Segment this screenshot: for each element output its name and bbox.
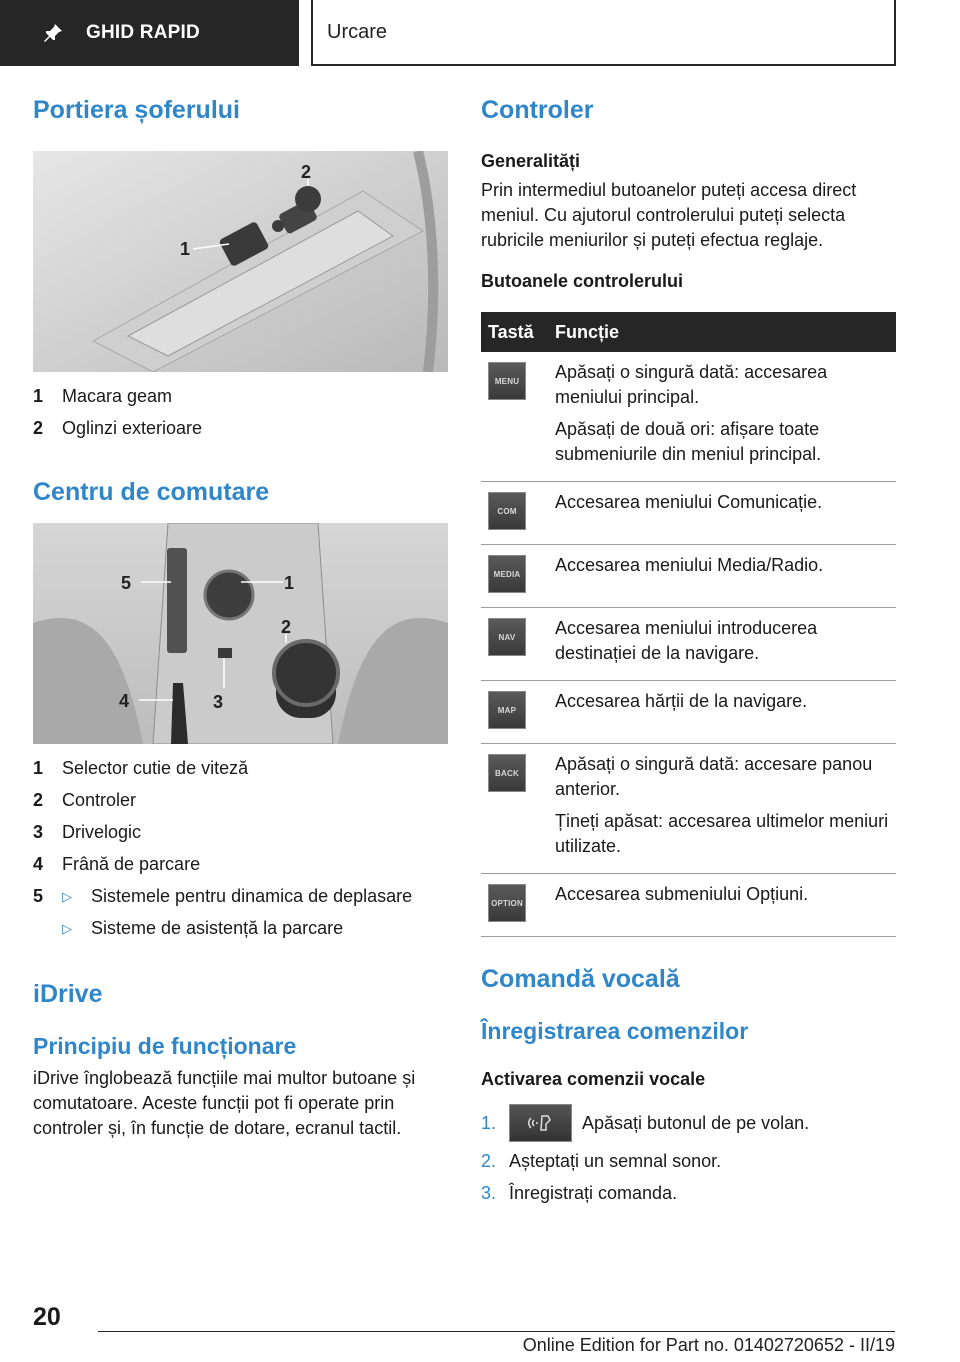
table-row: OPTION Accesarea submeniului Opțiuni. <box>481 874 896 937</box>
column-header-function: Funcție <box>548 312 896 352</box>
footer-divider <box>98 1331 895 1332</box>
list-item: 4 Frână de parcare <box>33 854 201 874</box>
svg-text:1: 1 <box>180 239 191 259</box>
table-header-row <box>481 312 896 352</box>
svg-text:2: 2 <box>301 162 312 182</box>
com-key-icon: COM <box>488 492 526 530</box>
left-column <box>33 96 448 1141</box>
controller-title: Controler <box>481 96 594 124</box>
table-row: MAP Accesarea hărții de la navigare. <box>481 681 896 744</box>
list-item: 2. Așteptați un semnal sonor. <box>481 1151 722 1171</box>
list-item: 1 Macara geam <box>33 386 173 406</box>
general-heading: Generalități <box>481 151 581 171</box>
nav-key-icon: NAV <box>488 618 526 656</box>
table-row: NAV Accesarea meniului introducerea destinației de la navigare. <box>481 608 896 681</box>
list-item: 2 Oglinzi exterioare <box>33 418 203 438</box>
controller-buttons-table <box>481 312 896 937</box>
general-text: Prin intermediul butoanelor puteți accesa direct meniul. Cu ajutorul controlerului puteți selecta rubricile meniurilor și puteți efectua reglaje. <box>481 180 857 250</box>
list-item: 5 ▷ Sistemele pentru dinamica de deplasare <box>33 886 413 906</box>
idrive-subtitle: Principiu de funcționare <box>33 1033 297 1059</box>
list-item: 1. Apăsați butonul de pe volan. <box>481 1104 896 1142</box>
table-row: MEDIA Accesarea meniului Media/Radio. <box>481 545 896 608</box>
column-header-key: Tastă <box>481 312 548 352</box>
map-key-icon: MAP <box>488 691 526 729</box>
center-title: Centru de comutare <box>33 478 270 506</box>
media-key-icon: MEDIA <box>488 555 526 593</box>
svg-text:5: 5 <box>121 573 132 593</box>
voice-subtitle: Înregistrarea comenzilor <box>481 1018 749 1044</box>
list-item: ▷ Sisteme de asistență la parcare <box>62 918 344 938</box>
svg-text:1: 1 <box>284 573 295 593</box>
list-item: 2 Controler <box>33 790 137 810</box>
triangle-right-icon: ▷ <box>62 921 72 936</box>
buttons-heading: Butoanele controlerului <box>481 271 684 291</box>
svg-text:3: 3 <box>213 692 224 712</box>
right-column <box>481 96 896 1213</box>
center-console-photo <box>33 523 448 744</box>
door-photo <box>33 151 448 372</box>
center-legend <box>33 758 448 950</box>
table-row: COM Accesarea meniului Comunicație. <box>481 482 896 545</box>
edition-note: Online Edition for Part no. 01402720652 - II/19 <box>522 1335 895 1355</box>
option-key-icon: OPTION <box>488 884 526 922</box>
door-title: Portiera șoferului <box>33 96 240 124</box>
page-number: 20 <box>33 1303 61 1331</box>
idrive-title: iDrive <box>33 980 103 1008</box>
chapter-title: Urcare <box>327 20 388 43</box>
menu-key-icon: MENU <box>488 362 526 400</box>
table-row: BACK Apăsați o singură dată: accesare panou anterior. Țineți apăsat: accesarea ultimelor meniuri utilizate. <box>481 744 896 874</box>
chapter-tab <box>311 0 896 66</box>
idrive-text: iDrive înglobează funcțiile mai multor butoane și comutatoare. Aceste funcții pot fi operate prin controler și, în funcție de dotare, ecranul tactil. <box>33 1068 416 1138</box>
list-item: 3 Drivelogic <box>33 822 142 842</box>
list-item: 1 Selector cutie de viteză <box>33 758 249 778</box>
voice-title: Comandă vocală <box>481 965 680 993</box>
back-key-icon: BACK <box>488 754 526 792</box>
table-row: MENU Apăsați o singură dată: accesarea meniului principal. Apăsați de două ori: afișare toate submeniurile din meniul principal. <box>481 352 896 482</box>
triangle-right-icon: ▷ <box>62 889 72 904</box>
door-legend <box>33 386 448 450</box>
section-tab <box>0 0 299 66</box>
section-title: GHID RAPID <box>86 22 200 43</box>
svg-text:4: 4 <box>119 691 130 711</box>
list-item: 3. Înregistrați comanda. <box>481 1183 678 1203</box>
activation-heading: Activarea comenzii vocale <box>481 1069 706 1089</box>
pin-icon <box>42 22 64 44</box>
svg-text:2: 2 <box>281 617 292 637</box>
voice-steps <box>481 1104 896 1206</box>
voice-command-key-icon <box>509 1104 572 1142</box>
